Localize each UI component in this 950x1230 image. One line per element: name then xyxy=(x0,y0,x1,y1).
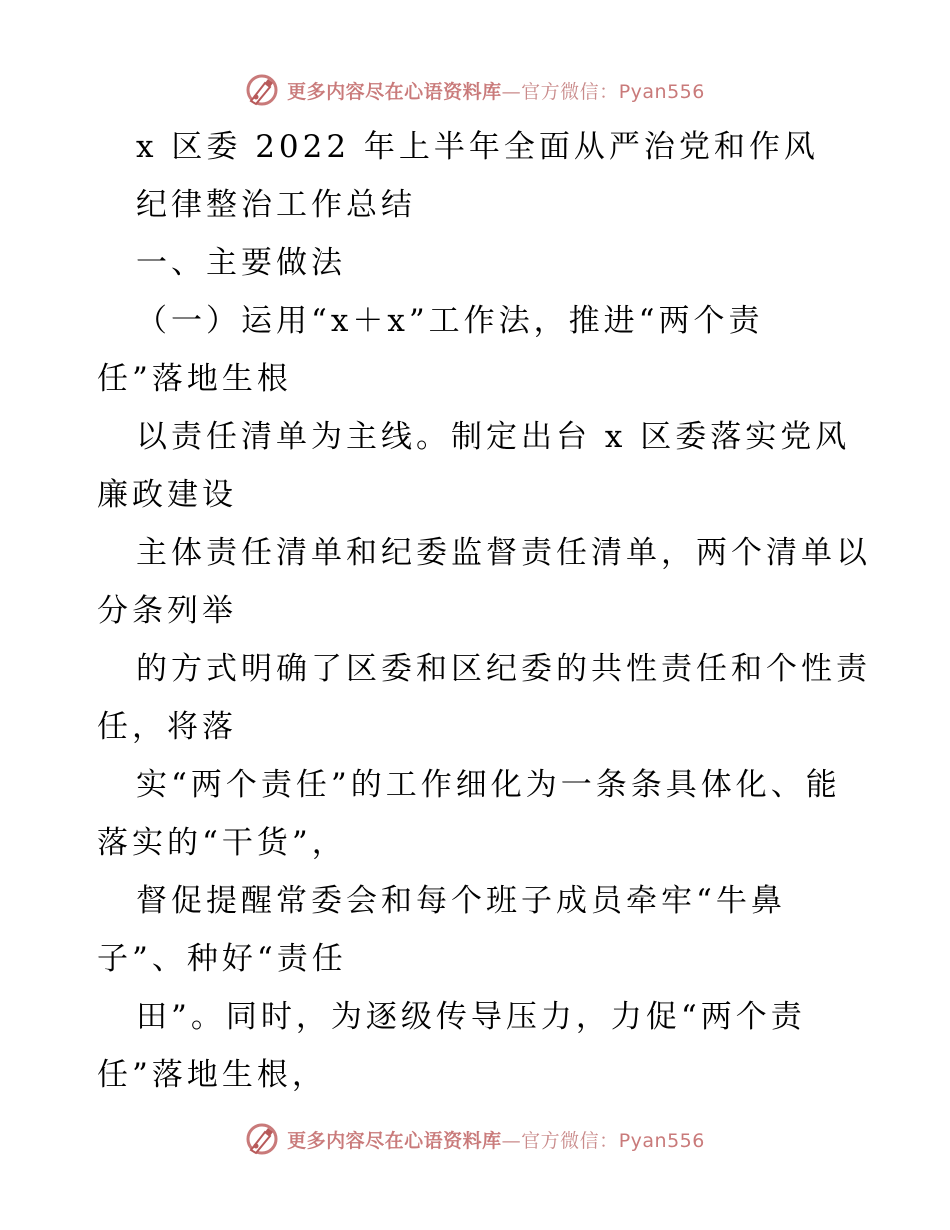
paragraph-line: 实“两个责任”的工作细化为一条条具体化、能 xyxy=(136,767,841,803)
watermark-main: 更多内容尽在心语资料库 xyxy=(287,80,502,103)
document-title-line-2: 纪律整治工作总结 xyxy=(136,187,416,223)
watermark-id: Pyan556 xyxy=(618,1129,705,1152)
section-heading: 一、主要做法 xyxy=(136,245,346,281)
paragraph-line: 主体责任清单和纪委监督责任清单，两个清单以 xyxy=(136,535,871,571)
watermark-text xyxy=(287,77,705,104)
paragraph-line: 廉政建设 xyxy=(97,477,237,513)
subsection-heading-line-1: （一）运用“x＋x”工作法，推进“两个责 xyxy=(136,303,764,339)
paragraph-line: 的方式明确了区委和区纪委的共性责任和个性责 xyxy=(136,651,871,687)
document-title-line-1: x 区委 2022 年上半年全面从严治党和作风 xyxy=(136,129,819,165)
paragraph-line: 任”落地生根， xyxy=(97,1057,327,1093)
paragraph-line: 任，将落 xyxy=(97,709,237,745)
watermark-separator: — xyxy=(501,1129,522,1152)
paragraph-line: 子”、种好“责任 xyxy=(97,941,347,977)
watermark-label: 官方微信： xyxy=(521,80,619,103)
paragraph-line: 田”。同时，为逐级传导压力，力促“两个责 xyxy=(136,999,806,1035)
paragraph-line: 落实的“干货”， xyxy=(97,825,347,861)
pen-circle-logo-icon xyxy=(245,73,279,107)
paragraph-line: 督促提醒常委会和每个班子成员牵牢“牛鼻 xyxy=(136,883,786,919)
watermark-label: 官方微信： xyxy=(521,1129,619,1152)
watermark-id: Pyan556 xyxy=(618,80,705,103)
watermark-text xyxy=(287,1126,705,1153)
pen-circle-logo-icon xyxy=(245,1122,279,1156)
watermark-separator: — xyxy=(501,80,522,103)
header-watermark xyxy=(0,70,950,110)
footer-watermark xyxy=(0,1119,950,1159)
paragraph-line: 分条列举 xyxy=(97,593,237,629)
watermark-main: 更多内容尽在心语资料库 xyxy=(287,1129,502,1152)
paragraph-line: 以责任清单为主线。制定出台 x 区委落实党风 xyxy=(136,419,851,455)
subsection-heading-line-2: 任”落地生根 xyxy=(97,361,292,397)
